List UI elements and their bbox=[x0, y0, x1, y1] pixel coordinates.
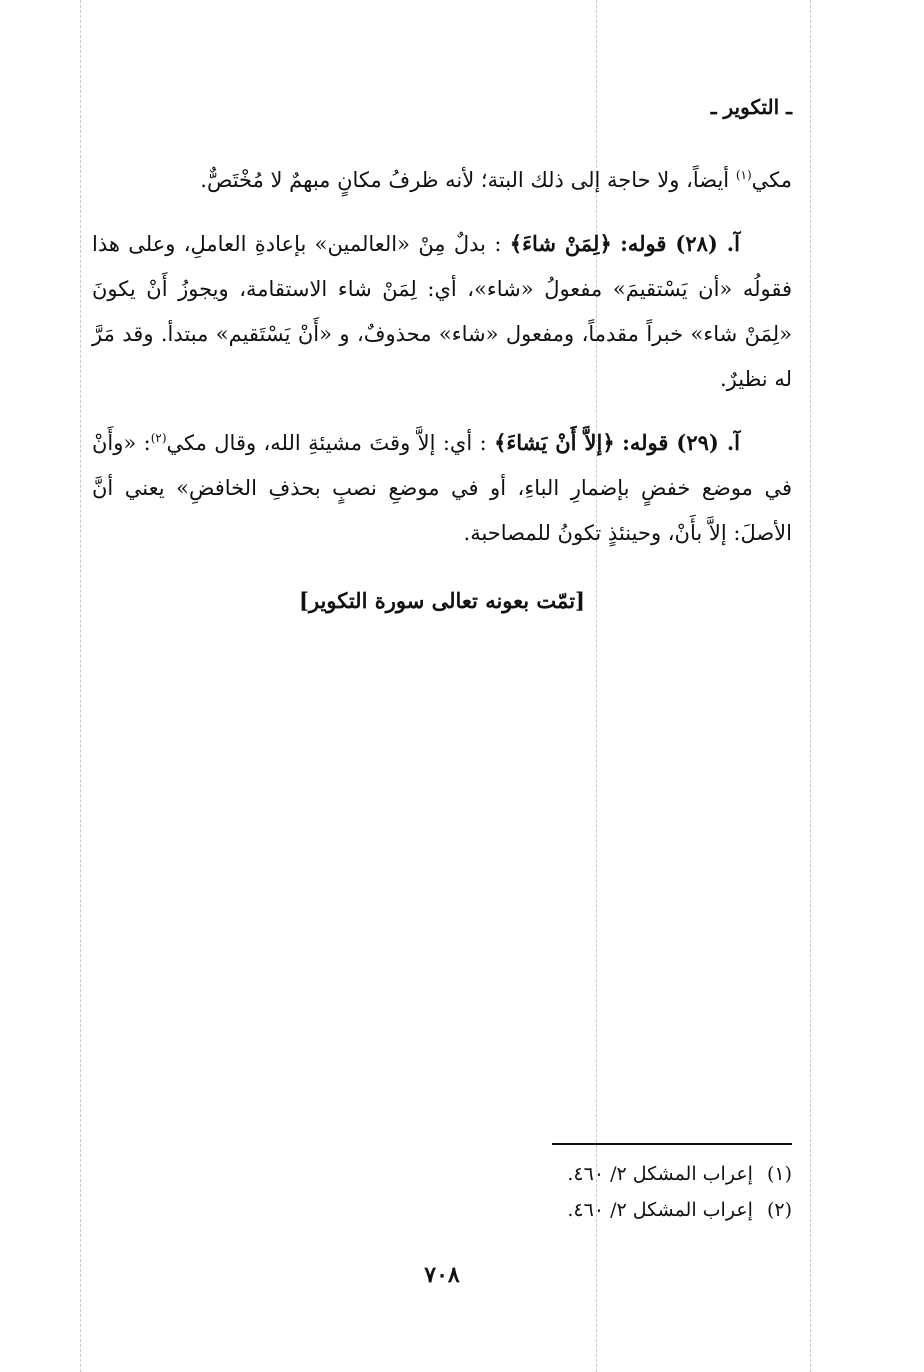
commentary-text: : «وأَنْ في موضع خفضٍ بإضمارِ الباءِ، أو في موضعِ نصبٍ بحذفِ الخافضِ» يعني أنَّ الأصلَ: إلاَّ بأَنْ، وحينئذٍ تكونُ للمصاحبة. bbox=[92, 431, 792, 545]
verse-reference: آ. (٢٩) قوله: bbox=[622, 430, 740, 455]
paragraph-verse-29 bbox=[92, 420, 792, 556]
footnote-number: (١) bbox=[766, 1163, 792, 1185]
running-header: ـ التكوير ـ bbox=[710, 95, 792, 119]
footnote-ref-2[interactable]: (٢) bbox=[150, 431, 167, 445]
footnote-text: إعراب المشكل ٢/ ٤٦٠. bbox=[567, 1199, 753, 1221]
footnote-number: (٢) bbox=[766, 1199, 792, 1221]
main-text bbox=[92, 158, 792, 644]
verse-reference: آ. (٢٨) قوله: bbox=[620, 231, 740, 256]
surah-closing-note: [تمّت بعونه تعالى سورة التكوير] bbox=[299, 588, 585, 613]
footnote-ref-1[interactable]: (١) bbox=[735, 168, 752, 182]
paragraph-text: مكي bbox=[751, 168, 792, 192]
footnote-divider bbox=[552, 1143, 792, 1145]
paragraph-text: أيضاً، ولا حاجة إلى ذلك البتة؛ لأنه ظرفُ مكانٍ مبهمٌ لا مُخْتَصٌّ. bbox=[200, 168, 736, 192]
footnote-1 bbox=[92, 1156, 792, 1192]
footnotes bbox=[92, 1156, 792, 1228]
footnote-text: إعراب المشكل ٢/ ٤٦٠. bbox=[567, 1163, 753, 1185]
paragraph-1 bbox=[92, 158, 792, 203]
margin-guide-right bbox=[810, 0, 811, 1372]
page-number: ٧٠٨ bbox=[424, 1262, 460, 1288]
commentary-text: : أي: إلاَّ وقتَ مشيئةِ الله، وقال مكي bbox=[166, 431, 487, 455]
quranic-quote: ﴿لِمَنْ شاءَ﴾ bbox=[509, 231, 612, 256]
book-page bbox=[92, 0, 792, 1372]
commentary-text: : بدلٌ مِنْ «العالمين» بإعادةِ العاملِ، وعلى هذا فقولُه «أن يَسْتقيمَ» مفعولُ «شاء»، أي: لِمَنْ شاء الاستقامة، ويجوزُ أَنْ يكونَ «لِمَنْ شاء» خبراً مقدماً، ومفعول «شاء» محذوفٌ، و «أَنْ يَسْتَقيم» مبتدأ. وقد مَرَّ له نظيرٌ. bbox=[92, 232, 792, 391]
quranic-quote: ﴿إلاَّ أَنْ يَشاءَ﴾ bbox=[494, 430, 615, 455]
footnote-2 bbox=[92, 1192, 792, 1228]
paragraph-verse-28 bbox=[92, 221, 792, 402]
margin-guide-left bbox=[80, 0, 81, 1372]
